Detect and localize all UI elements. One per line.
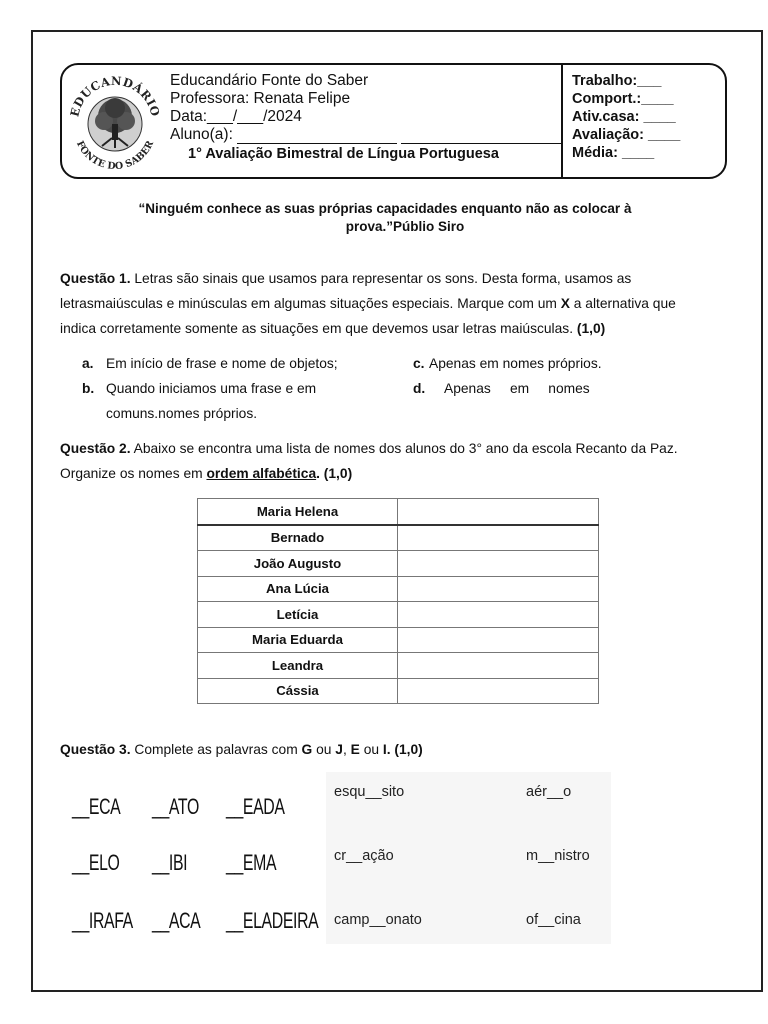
grade-ativ-casa[interactable]: Ativ.casa: ____ xyxy=(572,109,676,125)
answer-cell[interactable] xyxy=(398,678,599,704)
grade-avaliacao[interactable]: Avaliação: ____ xyxy=(572,127,681,143)
question-1 xyxy=(60,266,715,341)
word-item[interactable]: aér__o xyxy=(526,784,572,800)
question-2 xyxy=(60,436,715,486)
grade-comport[interactable]: Comport.:____ xyxy=(572,91,674,107)
q1-x: X xyxy=(560,296,570,311)
student-name-field[interactable] xyxy=(237,143,397,144)
table-row xyxy=(198,576,599,602)
q3-letter-g: G xyxy=(301,742,313,757)
answer-cell[interactable] xyxy=(398,525,599,551)
word-item[interactable]: __ACA xyxy=(152,908,201,933)
table-row xyxy=(198,525,599,551)
word-item[interactable]: __ECA xyxy=(72,794,121,819)
word-item[interactable]: cr__ação xyxy=(334,848,394,864)
q3-letter-j: J xyxy=(335,742,343,757)
word-item[interactable]: __ELO xyxy=(72,850,120,875)
teacher-name: Professora: Renata Felipe xyxy=(170,90,351,107)
student-name: Letícia xyxy=(198,602,398,628)
student-name: Leandra xyxy=(198,653,398,679)
student-name-field-2[interactable] xyxy=(401,143,561,144)
word-item[interactable]: __IRAFA xyxy=(72,908,133,933)
q2-emphasis: ordem alfabética xyxy=(206,466,317,481)
student-name: Bernado xyxy=(198,525,398,551)
option-c[interactable]: c. Apenas em nomes próprios. xyxy=(413,356,602,371)
student-label: Aluno(a): xyxy=(170,126,233,143)
q1-label: Questão 1. xyxy=(60,271,131,286)
word-item[interactable]: camp__onato xyxy=(334,912,422,928)
option-a[interactable]: a. Em início de frase e nome de objetos; xyxy=(82,356,338,371)
q2-text: Abaixo se encontra uma lista de nomes dos alunos do 3° ano da escola Recanto da Paz. Organize os nomes em xyxy=(60,441,678,481)
q2-label: Questão 2. xyxy=(60,441,131,456)
question-3 xyxy=(60,740,423,760)
date-field[interactable]: Data:___/___/2024 xyxy=(170,108,302,125)
student-name: Cássia xyxy=(198,678,398,704)
word-grid-left xyxy=(72,780,324,940)
grades-box xyxy=(572,72,680,162)
student-name: João Augusto xyxy=(198,551,398,577)
q3-or-2: ou xyxy=(359,742,383,757)
q3-letter-e: E xyxy=(350,742,360,757)
answer-cell[interactable] xyxy=(398,576,599,602)
q3-text: Complete as palavras com xyxy=(130,742,302,757)
option-d[interactable]: d. Apenas em nomes xyxy=(413,381,590,396)
quote-line-1: “Ninguém conhece as suas próprias capacidades enquanto não as colocar à xyxy=(138,201,632,216)
quote-line-2: prova.”Públio Siro xyxy=(345,219,465,234)
answer-cell[interactable] xyxy=(398,602,599,628)
table-row xyxy=(198,602,599,628)
table-row xyxy=(198,678,599,704)
table-row xyxy=(198,551,599,577)
tree-icon xyxy=(88,97,142,151)
school-info xyxy=(170,72,561,144)
word-item[interactable]: __IBI xyxy=(152,850,188,875)
q3-comma: , xyxy=(342,742,351,757)
student-name: Ana Lúcia xyxy=(198,576,398,602)
word-grid-right xyxy=(326,772,611,944)
q1-score: (1,0) xyxy=(576,321,606,336)
word-item[interactable]: __EMA xyxy=(226,850,277,875)
word-item[interactable]: of__cina xyxy=(526,912,581,928)
grade-trabalho[interactable]: Trabalho:___ xyxy=(572,73,662,89)
word-item[interactable]: __ATO xyxy=(152,794,199,819)
names-table xyxy=(197,498,599,704)
q3-tail: . (1,0) xyxy=(386,742,423,757)
table-row xyxy=(198,653,599,679)
exam-title: 1° Avaliação Bimestral de Língua Portuguesa xyxy=(188,146,499,162)
student-name: Maria Eduarda xyxy=(198,627,398,653)
q1-text: Letras são sinais que usamos para representar os sons. Desta forma, usamos as letrasmaiúsculas e minúsculas em algumas situações especiais. Marque com um xyxy=(60,271,632,311)
table-row xyxy=(198,499,599,525)
school-logo xyxy=(64,66,166,176)
epigraph-quote xyxy=(60,200,710,236)
word-item[interactable]: m__nistro xyxy=(526,848,590,864)
q2-tail: . (1,0) xyxy=(316,466,353,481)
logo-bottom-text: FONTE DO SABER xyxy=(73,139,157,173)
word-item[interactable]: __EADA xyxy=(226,794,285,819)
answer-cell[interactable] xyxy=(398,499,599,525)
word-item[interactable]: __ELADEIRA xyxy=(226,908,319,933)
q1-text-2: a alternativa que indica corretamente somente as situações em que devemos usar letras maiúsculas. xyxy=(60,296,676,336)
school-name: Educandário Fonte do Saber xyxy=(170,72,369,89)
answer-cell[interactable] xyxy=(398,551,599,577)
q3-or-1: ou xyxy=(312,742,336,757)
answer-cell[interactable] xyxy=(398,627,599,653)
word-item[interactable]: esqu__sito xyxy=(334,784,405,800)
logo-top-text: EDUCANDÁRIO xyxy=(67,73,163,119)
answer-cell[interactable] xyxy=(398,653,599,679)
grade-media[interactable]: Média: ____ xyxy=(572,145,655,161)
header-divider xyxy=(561,63,563,179)
student-name: Maria Helena xyxy=(198,499,398,525)
option-b-continuation: comuns.nomes próprios. xyxy=(106,406,258,421)
q3-label: Questão 3. xyxy=(60,742,131,757)
q3-letter-i: I xyxy=(382,742,387,757)
table-row xyxy=(198,627,599,653)
option-b[interactable]: b. Quando iniciamos uma frase e em xyxy=(82,381,317,396)
